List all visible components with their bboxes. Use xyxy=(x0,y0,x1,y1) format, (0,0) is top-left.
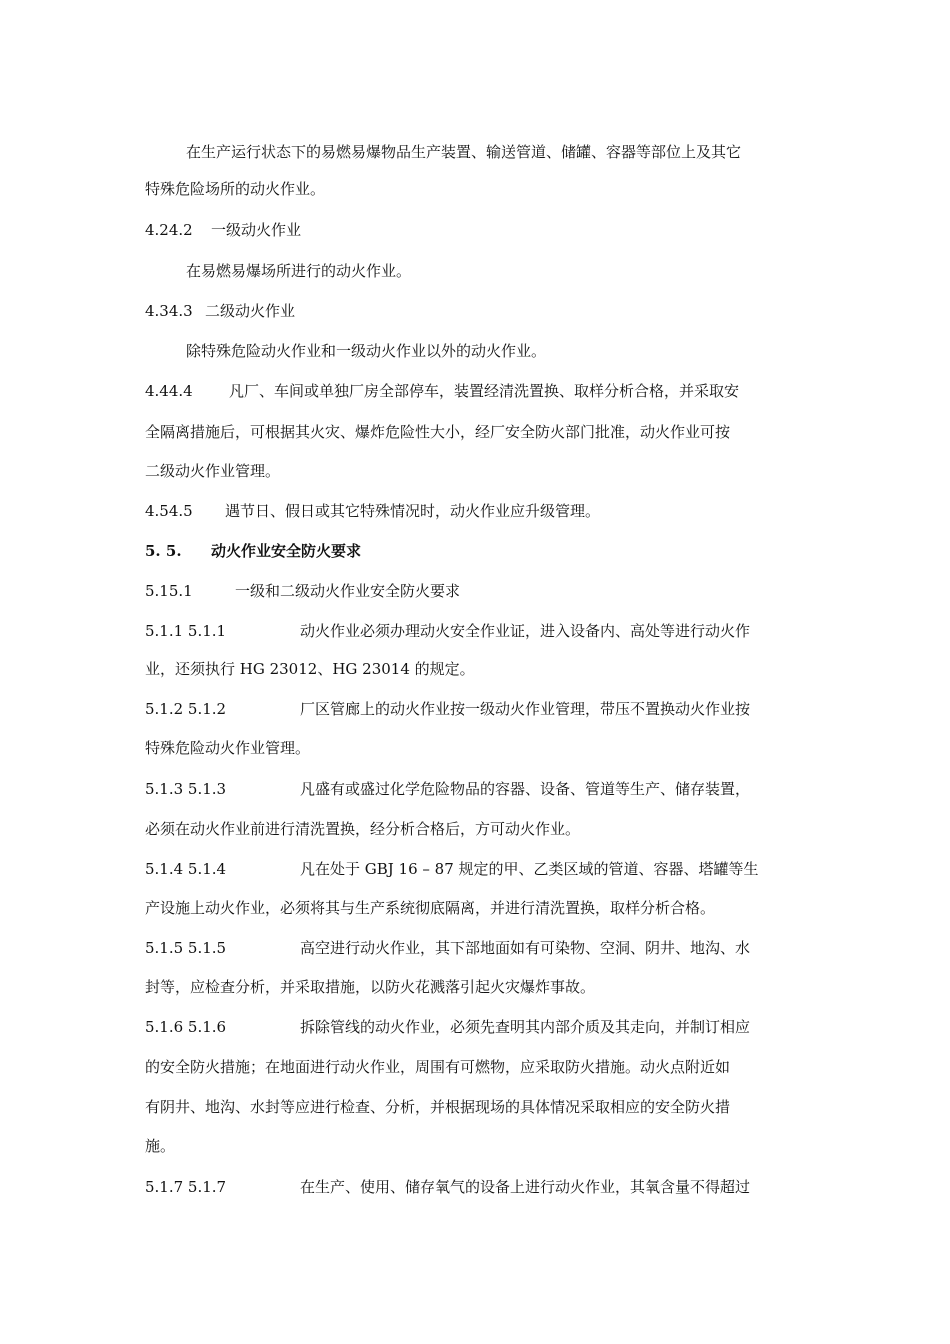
clause-line xyxy=(145,699,807,719)
chapter-number: 5. 5. xyxy=(145,542,182,560)
paragraph-line: 在易燃易爆场所进行的动火作业。 xyxy=(186,262,412,280)
paragraph-line: 在生产运行状态下的易燃易爆物品生产装置、输送管道、储罐、容器等部位上及其它 xyxy=(186,143,742,161)
paragraph-line: 全隔离措施后，可根据其火灾、爆炸危险性大小，经厂安全防火部门批准，动火作业可按 xyxy=(145,423,731,441)
clause-line xyxy=(145,1017,807,1037)
paragraph-line: 二级动火作业管理。 xyxy=(145,462,281,480)
clause-number: 5.1.6 5.1.6 xyxy=(145,1018,227,1036)
clause-line xyxy=(145,1177,807,1197)
section-number: 4.24.2 xyxy=(145,221,193,239)
clause-text: 动火作业必须办理动火安全作业证，进入设备内、高处等进行动火作 xyxy=(300,622,751,640)
clause-line xyxy=(145,859,807,879)
section-heading xyxy=(145,501,807,521)
clause-text: 在生产、使用、储存氧气的设备上进行动火作业，其氧含量不得超过 xyxy=(300,1178,751,1196)
clause-text: 高空进行动火作业，其下部地面如有可染物、空洞、阴井、地沟、水 xyxy=(300,939,751,957)
section-number: 4.54.5 xyxy=(145,502,193,520)
clause-number: 5.1.7 5.1.7 xyxy=(145,1178,227,1196)
section-heading xyxy=(145,581,807,601)
paragraph-line: 施。 xyxy=(145,1137,176,1155)
section-heading xyxy=(145,301,807,321)
clause-number: 5.1.4 5.1.4 xyxy=(145,860,227,878)
clause-line xyxy=(145,621,807,641)
section-title: 一级动火作业 xyxy=(211,221,302,239)
section-number: 4.34.3 xyxy=(145,302,193,320)
section-title: 二级动火作业 xyxy=(205,302,296,320)
section-number: 4.44.4 xyxy=(145,382,193,400)
paragraph-line: 封等，应检查分析，并采取措施，以防火花溅落引起火灾爆炸事故。 xyxy=(145,978,596,996)
clause-line xyxy=(145,938,807,958)
paragraph-line: 特殊危险动火作业管理。 xyxy=(145,739,311,757)
paragraph-line: 特殊危险场所的动火作业。 xyxy=(145,180,326,198)
clause-number: 5.1.5 5.1.5 xyxy=(145,939,227,957)
clause-text: 拆除管线的动火作业，必须先查明其内部介质及其走向，并制订相应 xyxy=(300,1018,751,1036)
section-text: 凡厂、车间或单独厂房全部停车，装置经清洗置换、取样分析合格，并采取安 xyxy=(229,382,740,400)
section-text: 遇节日、假日或其它特殊情况时，动火作业应升级管理。 xyxy=(225,502,601,520)
paragraph-line: 有阴井、地沟、水封等应进行检查、分析，并根据现场的具体情况采取相应的安全防火措 xyxy=(145,1098,731,1116)
paragraph-line: 的安全防火措施；在地面进行动火作业，周围有可燃物，应采取防火措施。动火点附近如 xyxy=(145,1058,731,1076)
clause-text: 凡在处于 GBJ 16 – 87 规定的甲、乙类区域的管道、容器、塔罐等生 xyxy=(300,860,759,878)
paragraph-line: 业，还须执行 HG 23012、HG 23014 的规定。 xyxy=(145,660,475,678)
clause-text: 凡盛有或盛过化学危险物品的容器、设备、管道等生产、储存装置， xyxy=(300,780,751,798)
section-heading xyxy=(145,220,807,240)
clause-number: 5.1.1 5.1.1 xyxy=(145,622,227,640)
paragraph-line: 产设施上动火作业，必须将其与生产系统彻底隔离，并进行清洗置换，取样分析合格。 xyxy=(145,899,716,917)
chapter-title: 动火作业安全防火要求 xyxy=(211,542,362,560)
clause-text: 厂区管廊上的动火作业按一级动火作业管理，带压不置换动火作业按 xyxy=(300,700,751,718)
paragraph-line: 必须在动火作业前进行清洗置换，经分析合格后，方可动火作业。 xyxy=(145,820,581,838)
clause-line xyxy=(145,779,807,799)
clause-number: 5.1.2 5.1.2 xyxy=(145,700,227,718)
section-title: 一级和二级动火作业安全防火要求 xyxy=(235,582,461,600)
section-number: 5.15.1 xyxy=(145,582,193,600)
paragraph-line: 除特殊危险动火作业和一级动火作业以外的动火作业。 xyxy=(186,342,547,360)
chapter-heading xyxy=(145,541,807,561)
clause-number: 5.1.3 5.1.3 xyxy=(145,780,227,798)
section-heading xyxy=(145,381,807,401)
